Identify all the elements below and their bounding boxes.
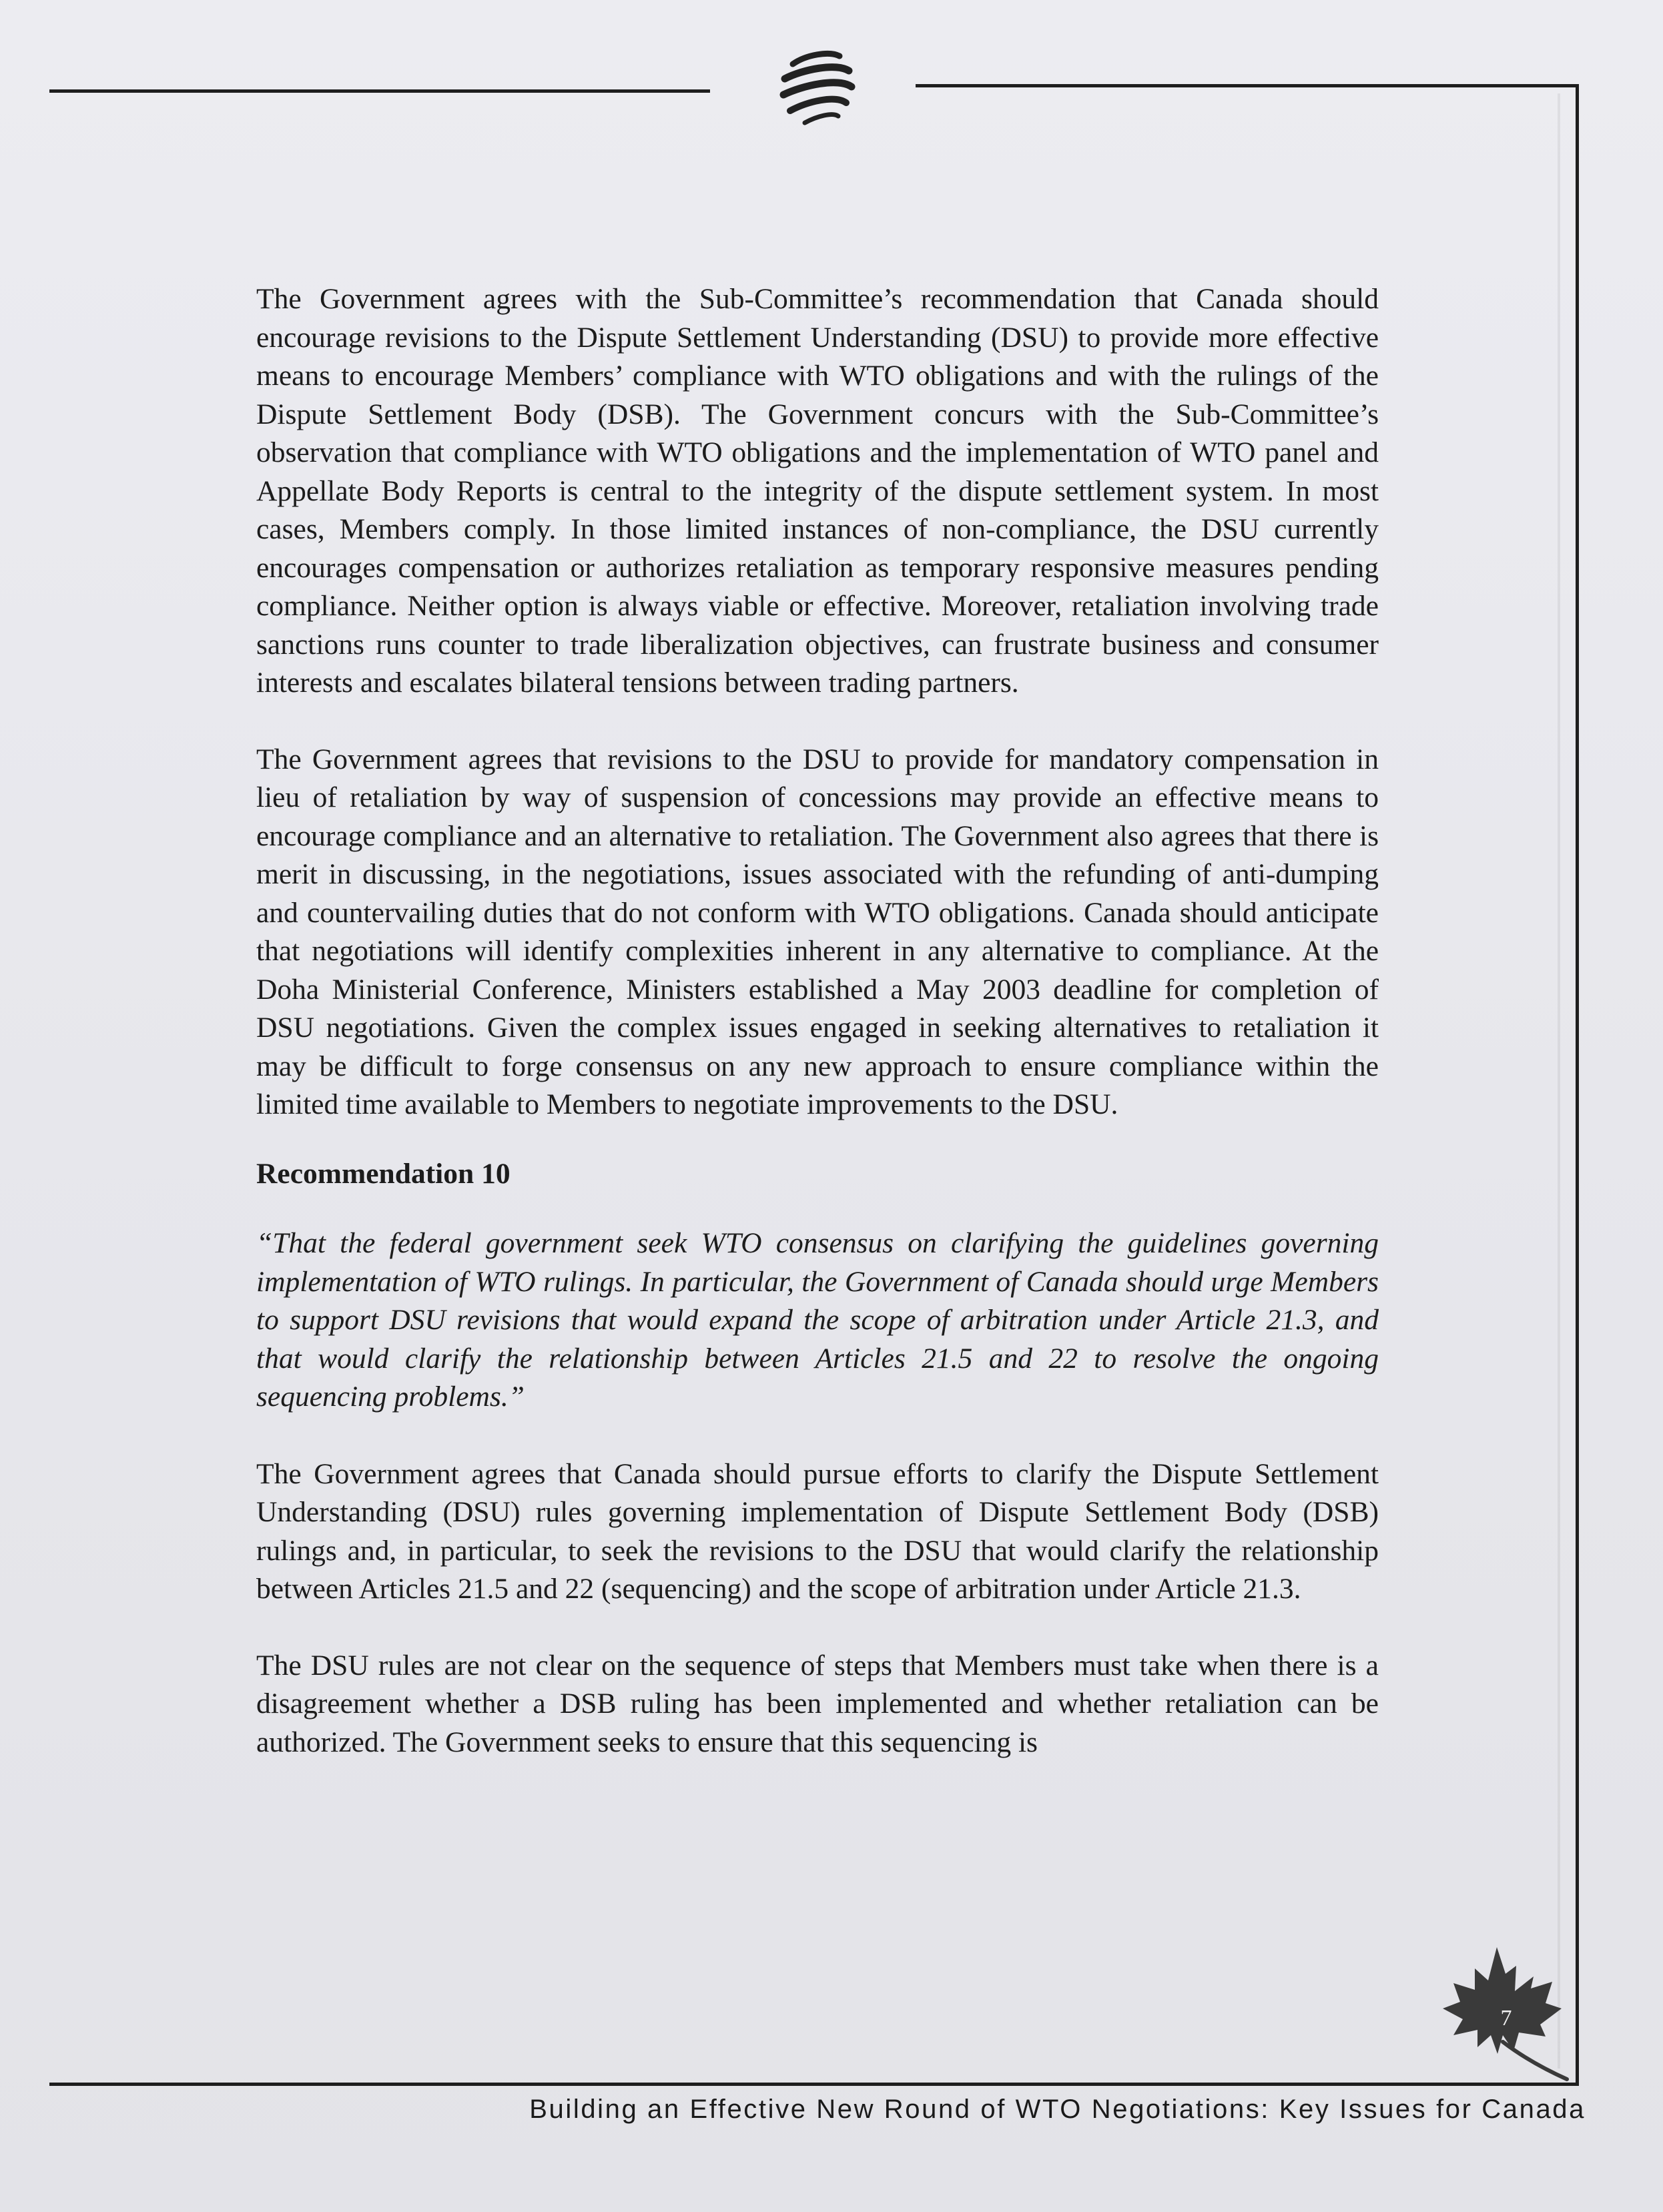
- bottom-rule: [49, 2083, 1579, 2086]
- paragraph-4: The DSU rules are not clear on the sequence of steps that Members must take when there is a disagreement whether a DSB ruling has been implemented and whether retaliation can be authorized. The Government seeks to ensure that this sequencing is: [256, 1649, 1379, 1758]
- wto-logo-icon: [766, 36, 866, 136]
- body-text: [256, 280, 1379, 1762]
- top-rule-left: [49, 89, 710, 93]
- paragraph-2: The Government agrees that revisions to the DSU to provide for mandatory compensation in lieu of retaliation by way of suspension of concessions may provide an effective means to encourage compliance and an alternative to retaliation. The Government also agrees that there is merit in discussing, in the negotiations, issues associated with the refunding of anti-dumping and countervailing duties that do not conform with WTO obligations. Canada should anticipate that negotiations will identify complexities inherent in any alternative to compliance. At the Doha Ministerial Conference, Ministers established a May 2003 deadline for completion of DSU negotiations. Given the complex issues engaged in seeking alternatives to retaliation it may be difficult to forge consensus on any new approach to ensure compliance within the limited time available to Members to negotiate improvements to the DSU.: [256, 743, 1379, 1120]
- paragraph-3: The Government agrees that Canada should pursue efforts to clarify the Dispute Settlement Understanding (DSU) rules governing implementation of Dispute Settlement Body (DSB) rulings and, in particular, to seek the revisions to the DSU that would clarify the relationship between Articles 21.5 and 22 (sequencing) and the scope of arbitration under Article 21.3.: [256, 1457, 1379, 1605]
- recommendation-heading: Recommendation 10: [256, 1157, 511, 1190]
- recommendation-quote: “That the federal government seek WTO consensus on clarifying the guidelines governing implementation of WTO rulings. In particular, the Government of Canada should urge Members to support DSU revisions that would expand the scope of arbitration under Article 21.3, and that would clarify the relationship between Articles 21.5 and 22 to resolve the ongoing sequencing problems.”: [256, 1227, 1379, 1413]
- paragraph-1: The Government agrees with the Sub-Committee’s recommendation that Canada should encourage revisions to the Dispute Settlement Understanding (DSU) to provide more effective means to encourage Members’ compliance with WTO obligations and with the rulings of the Dispute Settlement Body (DSB). The Government concurs with the Sub-Committee’s observation that compliance with WTO obligations and the implementation of WTO panel and Appellate Body Reports is central to the integrity of the dispute settlement system. In most cases, Members comply. In those limited instances of non-compliance, the DSU currently encourages compensation or authorizes retaliation as temporary responsive measures pending compliance. Neither option is always viable or effective. Moreover, retaliation involving trade sanctions runs counter to trade liberalization objectives, can frustrate business and consumer interests and escalates bilateral tensions between trading partners.: [256, 283, 1379, 699]
- right-rule: [1576, 84, 1579, 2086]
- right-rule-shadow: [1558, 93, 1560, 2069]
- page-number: 7: [1500, 2006, 1512, 2031]
- footer-title: Building an Effective New Round of WTO Negotiations: Key Issues for Canada: [529, 2095, 1586, 2124]
- top-rule-right: [916, 84, 1579, 87]
